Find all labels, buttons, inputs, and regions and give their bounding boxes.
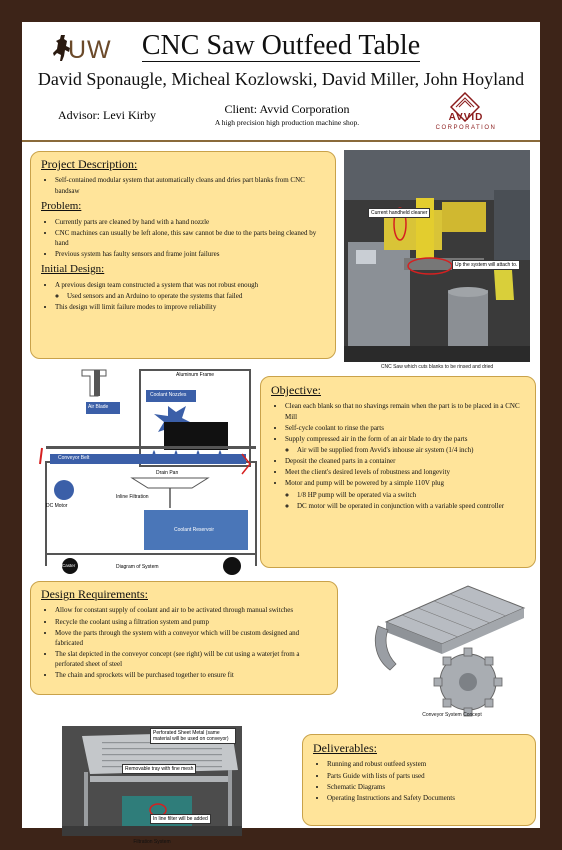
sub-list — [285, 445, 525, 455]
conveyor-concept-caption: Conveyor System Concept — [422, 712, 482, 718]
list-item: • Supply compressed air in the form of an air blade to dry the parts — [285, 434, 525, 444]
callout-removable-tray: Removable tray with fine mesh — [122, 764, 196, 774]
sub-list — [285, 490, 525, 511]
conveyor-concept — [372, 582, 532, 718]
label-drain-pan: Drain Pan — [156, 470, 179, 476]
avvid-logo-subtext: CORPORATION — [435, 125, 497, 131]
list-item: • Schematic Diagrams — [327, 782, 525, 792]
list-item: ◦ DC motor will be operated in conjunction with a variable speed controller — [297, 501, 525, 511]
label-conveyor-belt: Conveyor Belt — [58, 455, 90, 461]
list-item: • The slat depicted in the conveyor concept (see right) will be cut using a waterjet from a perforated sheet of steel — [55, 649, 327, 669]
list-item: • Operating Instructions and Safety Documents — [327, 793, 525, 803]
cnc-saw-illustration — [344, 150, 530, 362]
uw-logo-text: UW — [68, 36, 112, 64]
advisor: Advisor: Levi Kirby — [58, 108, 156, 122]
conveyor-concept-svg — [372, 582, 532, 718]
poster-body — [22, 146, 540, 845]
project-description-box — [30, 151, 336, 359]
objective-box — [260, 376, 536, 568]
cnc-saw-photo — [344, 150, 530, 362]
label-coolant-reservoir: Coolant Reservoir — [174, 527, 215, 533]
callout-inline-filter: In line filter will be added — [150, 814, 211, 824]
client-name: Client: Avvid Corporation — [224, 102, 350, 116]
list-item: • Running and robust outfeed system — [327, 759, 525, 769]
objective-heading: Objective: — [271, 383, 321, 397]
list-item: • Allow for constant supply of coolant and air to be activated through manual switches — [55, 605, 327, 615]
list-item: • Self-contained modular system that automatically cleans and dries part blanks from CNC bandsaw — [55, 175, 325, 195]
list-item: • The chain and sprockets will be purchased together to ensure fit — [55, 670, 327, 680]
deliverables-box — [302, 734, 536, 826]
list-item: • Parts Guide with lists of parts used — [327, 771, 525, 781]
saw-photo-caption: CNC Saw which cuts blanks to be rinsed and dried — [380, 364, 494, 370]
list-item: • Motor and pump will be powered by a simple 110V plug — [285, 478, 525, 488]
list-item: ◦ Used sensors and an Arduino to operate the systems that failed — [67, 291, 325, 301]
list-item: • Previous system has faulty sensors and frame joint failures — [55, 249, 325, 259]
callout-attach-point: Up the system will attach to. — [452, 260, 520, 270]
list-item: • Move the parts through the system with a conveyor which will be custom designed and fabricated — [55, 628, 327, 648]
project-description-heading: Project Description: — [41, 157, 138, 171]
design-requirements-box — [30, 581, 338, 695]
label-coolant-nozzles: Coolant Nozzles — [150, 392, 187, 398]
filtration-photo-caption: Filtration System — [133, 839, 171, 845]
authors: David Sponaugle, Micheal Kozlowski, David Miller, John Hoyland — [37, 69, 525, 89]
list-item: • This design will limit failure modes to improve reliability — [55, 302, 325, 312]
list-item: • Self-cycle coolant to rinse the parts — [285, 423, 525, 433]
filtration-photo — [62, 726, 242, 836]
list-item: • Deposit the cleaned parts in a container — [285, 456, 525, 466]
initial-design-heading: Initial Design: — [41, 263, 105, 276]
design-requirements-heading: Design Requirements: — [41, 587, 148, 601]
poster-header — [22, 22, 540, 142]
label-aluminum-frame: Aluminum Frame — [176, 372, 215, 378]
label-dc-motor: DC Motor — [46, 503, 68, 509]
list-item: • CNC machines can usually be left alone, this saw cannot be due to the parts being cleaned by hand — [55, 228, 325, 248]
system-diagram — [36, 366, 266, 576]
title-text: CNC Saw Outfeed Table — [141, 30, 421, 61]
deliverables-heading: Deliverables: — [313, 741, 377, 755]
callout-handheld-cleaner: Current handheld cleaner — [368, 208, 430, 218]
system-diagram-caption: Diagram of System — [116, 564, 159, 570]
label-inline-filtration: Inline Filtration — [116, 494, 149, 500]
callout-perforated-sheet: Perforated Sheet Metal (same material will be used on conveyor) — [150, 728, 236, 744]
problem-heading: Problem: — [41, 199, 82, 212]
avvid-logo — [432, 90, 500, 138]
avvid-logo-text: AVVID — [448, 112, 484, 123]
poster — [22, 22, 540, 845]
list-item: ◦ 1/8 HP pump will be operated via a switch — [297, 490, 525, 500]
client-block — [162, 102, 412, 127]
label-air-blade: Air Blade — [88, 404, 109, 410]
list-item: • Currently parts are cleaned by hand with a hand nozzle — [55, 217, 325, 227]
client-tagline: A high precision high production machine shop. — [214, 118, 360, 127]
poster-title — [22, 30, 540, 62]
sub-list — [55, 291, 325, 301]
list-item: ◦ Air will be supplied from Avvid's inhouse air system (1/4 inch) — [297, 445, 525, 455]
list-item: • Clean each blank so that no shavings remain when the part is to be placed in a CNC Mill — [285, 401, 525, 421]
list-item: • Meet the client's desired levels of robustness and longevity — [285, 467, 525, 477]
list-item: • Recycle the coolant using a filtration system and pump — [55, 617, 327, 627]
label-caster: Caster — [62, 563, 76, 568]
list-item: • A previous design team constructed a system that was not robust enough — [55, 280, 325, 290]
